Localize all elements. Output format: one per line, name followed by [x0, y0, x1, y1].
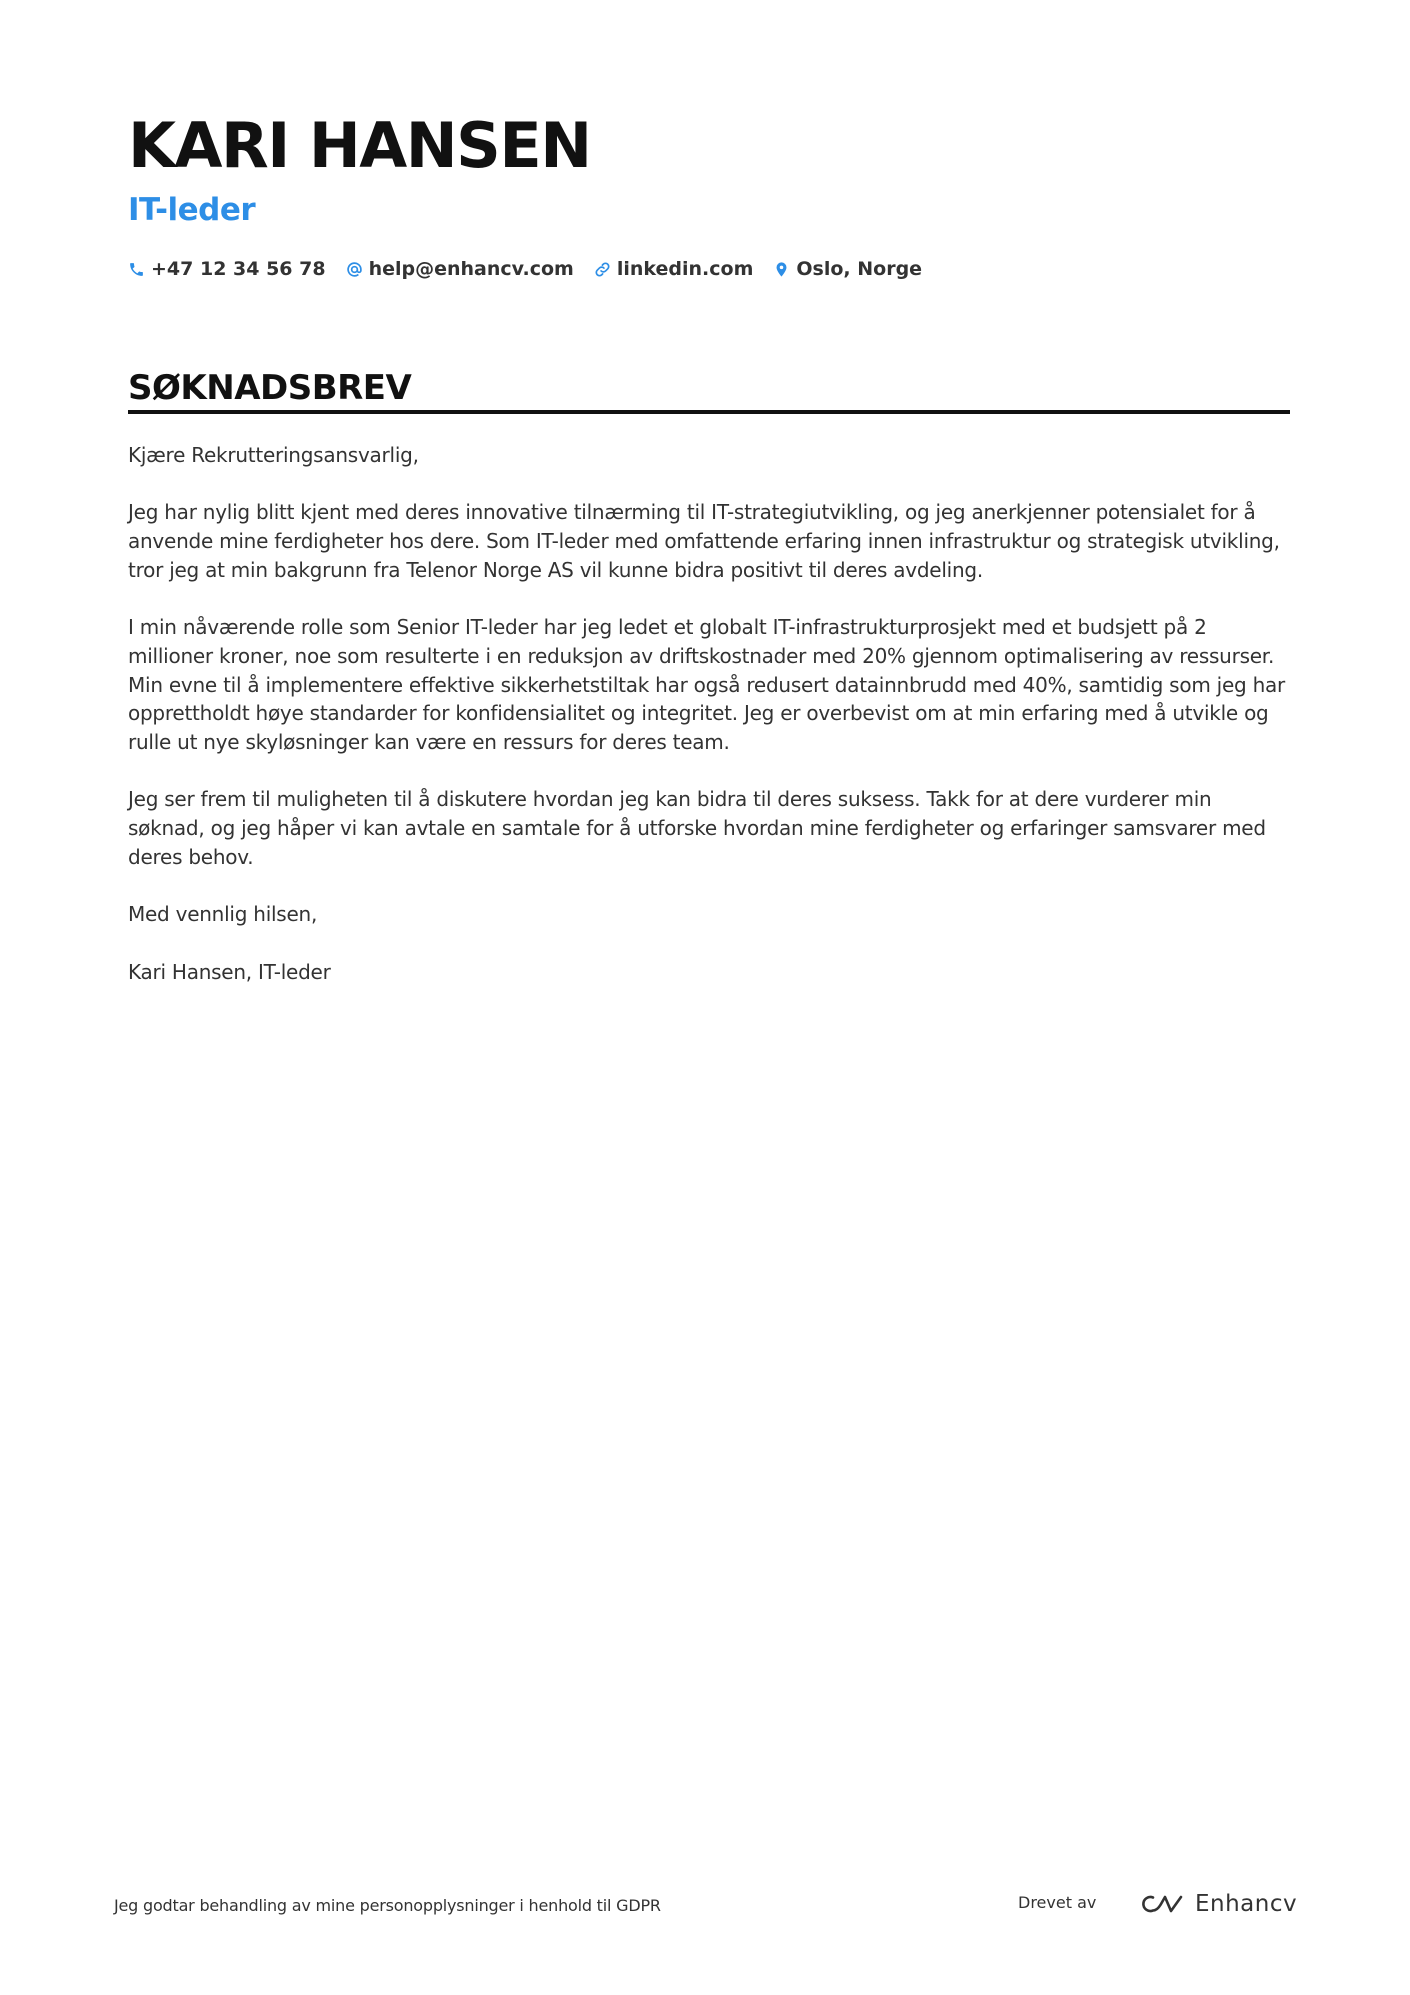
letter-paragraph: I min nåværende rolle som Senior IT-leder har jeg ledet et globalt IT-infrastrukturprosjekt med et budsjett på 2 millioner kroner, noe som resulterte i en reduksjon av driftskostnader med 20% gjennom optimalisering av ressurser. Min evne til å implementere effektive sikkerhetstiltak har også redusert datainnbrudd med 40%, samtidig som jeg har opprettholdt høye standarder for konfidensialitet og integritet. Jeg er overbevist om at min erfaring med å utvikle og rulle ut nye skyløsninger kan være en ressurs for deres team.	[128, 615, 1285, 754]
letter-body	[128, 441, 1290, 1015]
phone-icon	[128, 261, 145, 278]
applicant-name: KARI HANSEN	[128, 109, 591, 182]
contact-linkedin-text[interactable]: linkedin.com	[616, 258, 754, 280]
contact-bar	[128, 254, 942, 284]
location-pin-icon	[773, 261, 790, 278]
letter-paragraph: Jeg har nylig blitt kjent med deres innovative tilnærming til IT-strategiutvikling, og jeg anerkjenner potensialet for å anvende mine ferdigheter hos dere. Som IT-leder med omfattende erfaring innen infrastruktur og strategisk utvikling, tror jeg at min bakgrunn fra Telenor Norge AS vil kunne bidra positivt til deres avdeling.	[128, 500, 1280, 582]
powered-by-label: Drevet av	[1018, 1893, 1097, 1912]
at-icon	[346, 261, 363, 278]
section-title: SØKNADSBREV	[128, 368, 412, 408]
contact-location	[773, 258, 922, 280]
letter-greeting: Kjære Rekrutteringsansvarlig,	[128, 443, 419, 467]
contact-location-text: Oslo, Norge	[796, 258, 923, 280]
contact-email[interactable]	[346, 258, 574, 280]
section-divider	[128, 410, 1290, 414]
letter-paragraph: Jeg ser frem til muligheten til å diskutere hvordan jeg kan bidra til deres suksess. Takk for at dere vurderer min søknad, og jeg håper vi kan avtale en samtale for å utforske hvordan mine ferdigheter og erfaringer samsvarer med deres behov.	[128, 787, 1266, 869]
enhancv-brand-name[interactable]: Enhancv	[1195, 1891, 1298, 1917]
contact-phone-text: +47 12 34 56 78	[151, 258, 326, 280]
job-title: IT-leder	[128, 192, 256, 228]
letter-closing: Med vennlig hilsen,	[128, 902, 318, 927]
contact-linkedin[interactable]	[594, 258, 754, 280]
letter-signature: Kari Hansen, IT-leder	[128, 959, 331, 984]
contact-email-text[interactable]: help@enhancv.com	[368, 258, 574, 280]
enhancv-brand[interactable]	[1139, 1889, 1297, 1919]
enhancv-logo-icon	[1139, 1892, 1185, 1916]
contact-phone	[128, 258, 326, 280]
gdpr-consent-text: Jeg godtar behandling av mine personopplysninger i henhold til GDPR	[114, 1896, 661, 1915]
link-icon	[594, 261, 611, 278]
